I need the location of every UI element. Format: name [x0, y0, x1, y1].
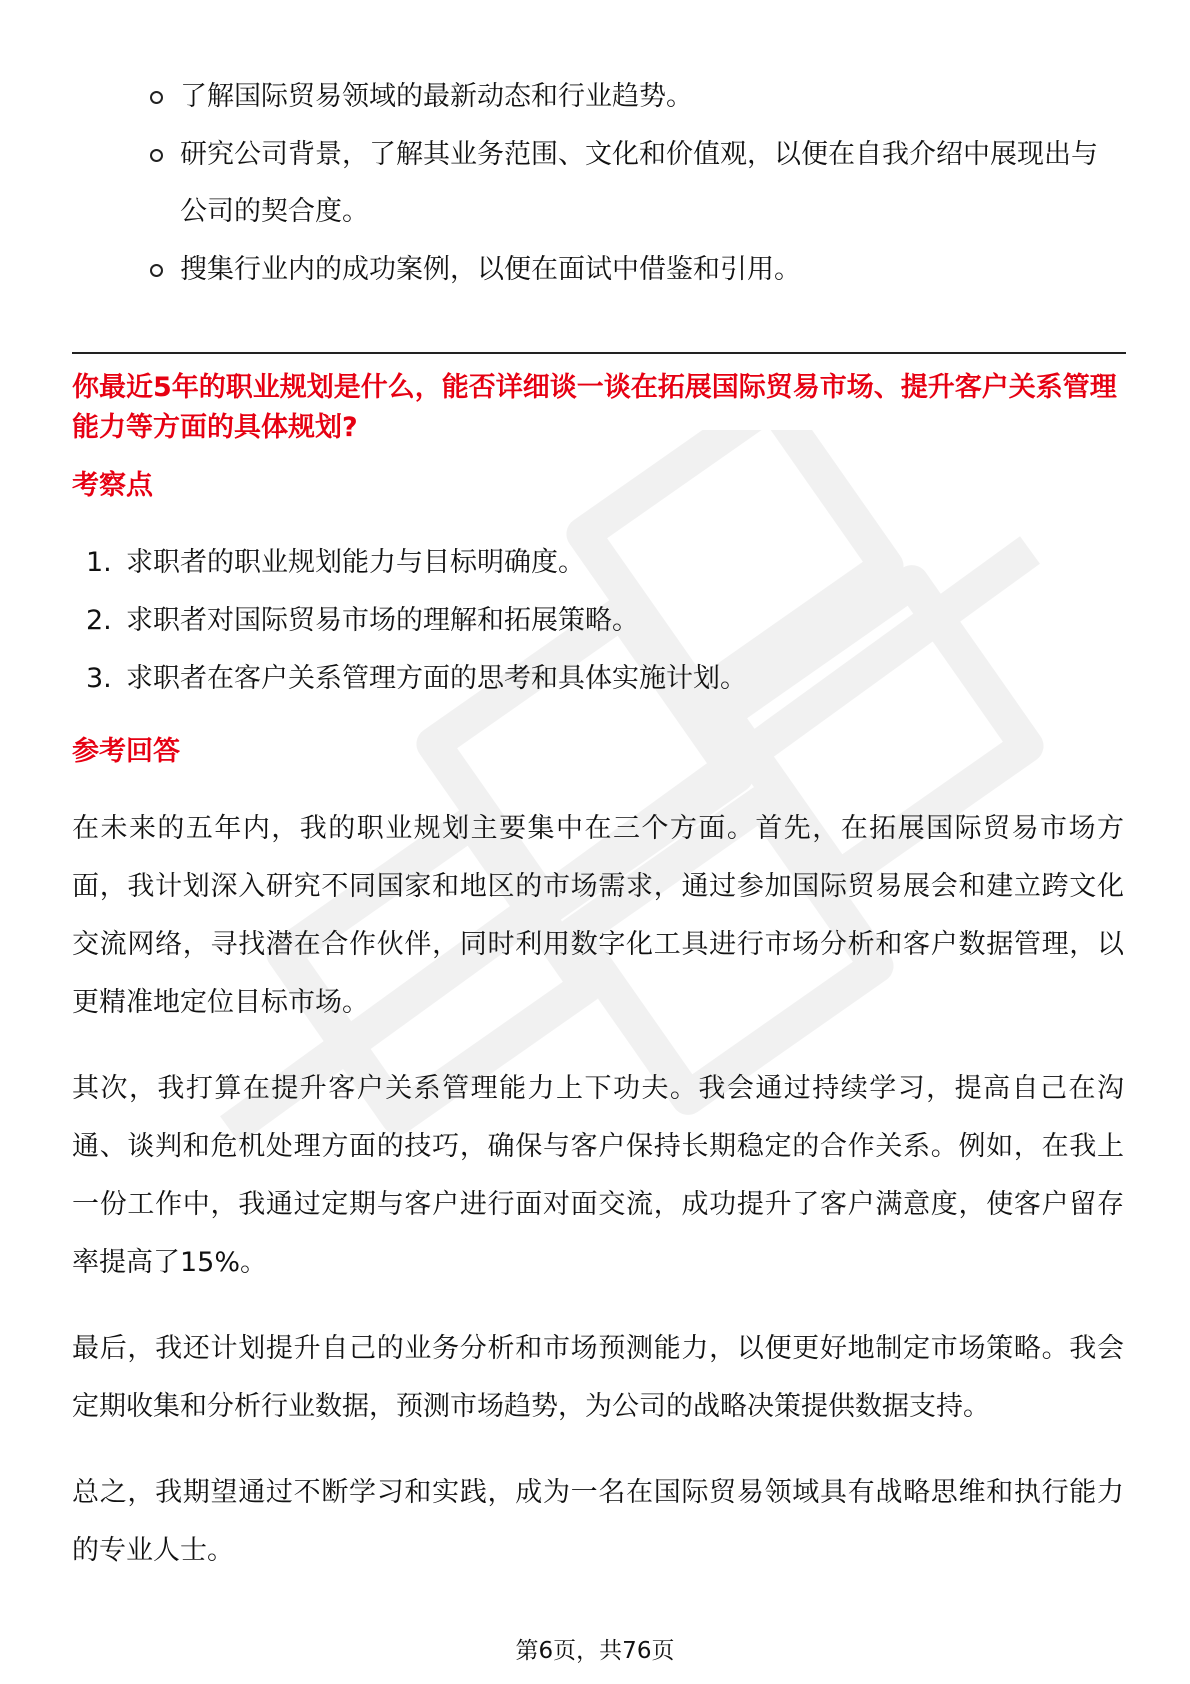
- section-divider: [72, 352, 1126, 354]
- exam-points-heading: 考察点: [72, 470, 153, 501]
- list-item-text: 研究公司背景，了解其业务范围、文化和价值观，以便在自我介绍中展现出与公司的契合度。: [180, 139, 1098, 227]
- list-number: 1.: [86, 547, 112, 578]
- page-number-footer: 第6页，共76页: [515, 1638, 675, 1664]
- list-number: 3.: [86, 663, 112, 694]
- list-item-text: 求职者的职业规划能力与目标明确度。: [126, 547, 585, 578]
- list-number: 2.: [86, 605, 112, 636]
- top-bullet-list: [150, 68, 1120, 299]
- answer-paragraph: 最后，我还计划提升自己的业务分析和市场预测能力，以便更好地制定市场策略。我会定期收集和分析行业数据，预测市场趋势，为公司的战略决策提供数据支持。: [72, 1333, 1124, 1422]
- list-item-text: 求职者在客户关系管理方面的思考和具体实施计划。: [126, 663, 747, 694]
- answer-paragraph: 在未来的五年内，我的职业规划主要集中在三个方面。首先，在拓展国际贸易市场方面，我计划深入研究不同国家和地区的市场需求，通过参加国际贸易展会和建立跨文化交流网络，寻找潜在合作伙伴，同时利用数字化工具进行市场分析和客户数据管理，以更精准地定位目标市场。: [72, 813, 1124, 1018]
- list-item-text: 了解国际贸易领域的最新动态和行业趋势。: [180, 81, 693, 112]
- list-item: [150, 68, 1120, 125]
- hollow-bullet-icon: [150, 91, 163, 104]
- list-item: [150, 241, 1120, 298]
- list-item-text: 搜集行业内的成功案例，以便在面试中借鉴和引用。: [180, 254, 801, 285]
- exam-points-list: [86, 534, 1086, 708]
- answer-paragraph: 其次，我打算在提升客户关系管理能力上下功夫。我会通过持续学习，提高自己在沟通、谈判和危机处理方面的技巧，确保与客户保持长期稳定的合作关系。例如，在我上一份工作中，我通过定期与客户进行面对面交流，成功提升了客户满意度，使客户留存率提高了15%。: [72, 1073, 1124, 1278]
- reference-answer-body: [72, 800, 1124, 1608]
- hollow-bullet-icon: [150, 149, 163, 162]
- list-item: [86, 534, 1086, 592]
- hollow-bullet-icon: [150, 264, 163, 277]
- list-item: [150, 126, 1120, 240]
- list-item: [86, 592, 1086, 650]
- reference-answer-heading: 参考回答: [72, 736, 180, 767]
- interview-question: 你最近5年的职业规划是什么，能否详细谈一谈在拓展国际贸易市场、提升客户关系管理能力等方面的具体规划?: [72, 372, 1117, 443]
- list-item-text: 求职者对国际贸易市场的理解和拓展策略。: [126, 605, 639, 636]
- answer-paragraph: 总之，我期望通过不断学习和实践，成为一名在国际贸易领域具有战略思维和执行能力的专业人士。: [72, 1477, 1124, 1566]
- list-item: [86, 650, 1086, 708]
